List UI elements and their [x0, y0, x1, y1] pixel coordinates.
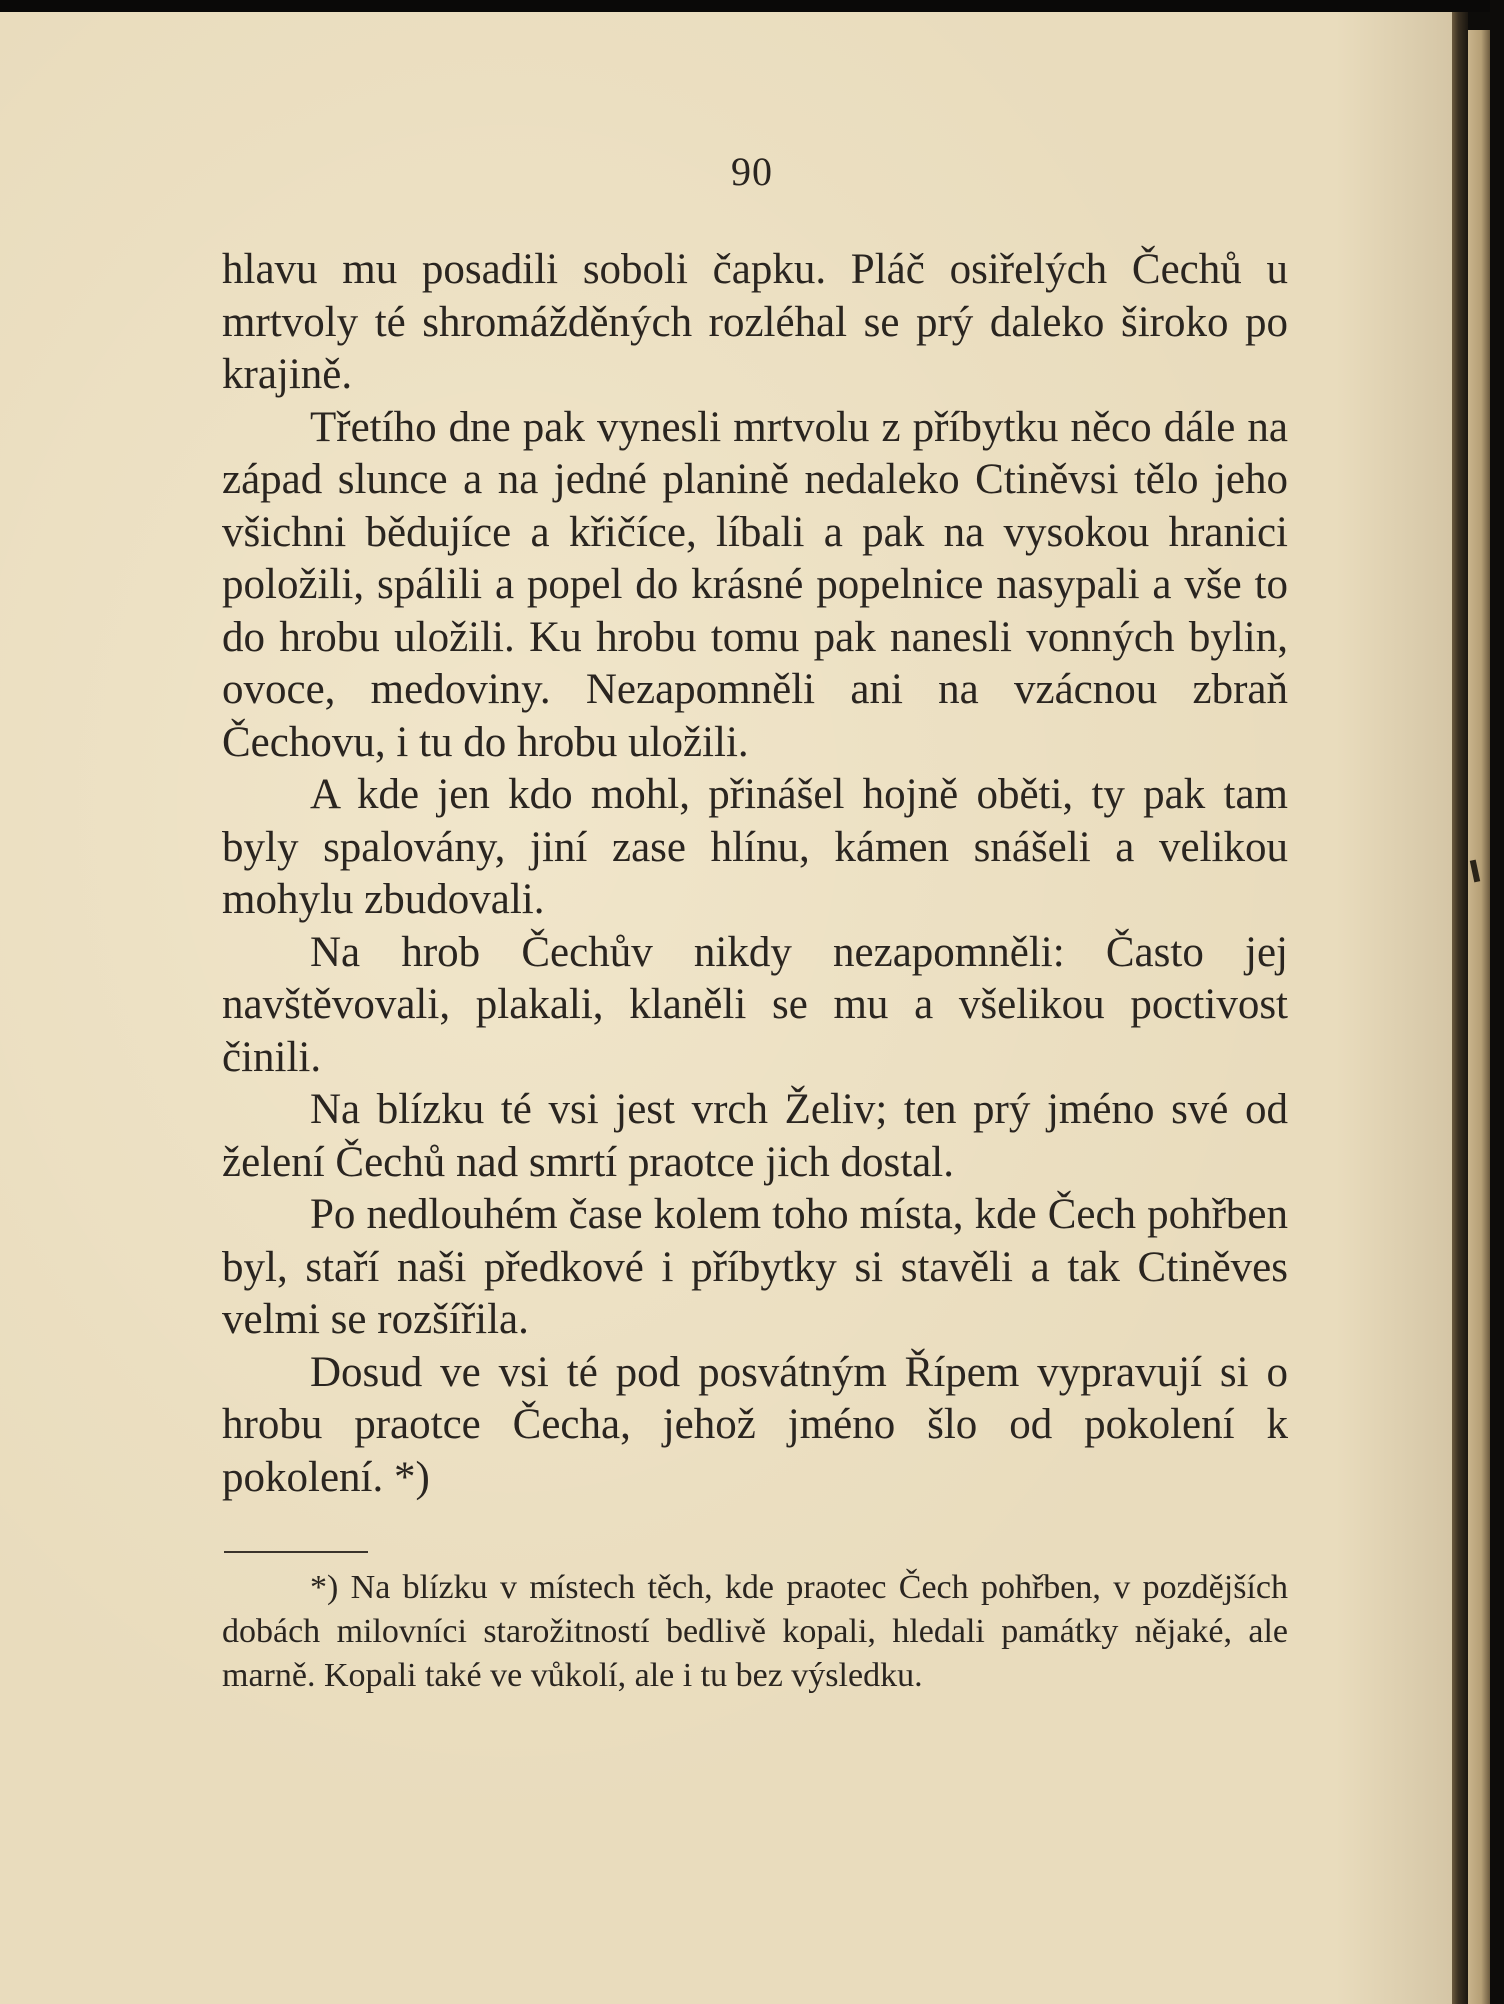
footnote-divider — [224, 1551, 368, 1553]
paragraph: Na hrob Čechův nikdy nezapomněli: Často jej navštěvovali, plakali, klaněli se mu a všelikou poctivost činili. — [222, 928, 1288, 1081]
adjacent-page-edge — [1468, 30, 1490, 2004]
paragraph: Na blízku té vsi jest vrch Želiv; ten prý jméno své od želení Čechů nad smrtí praotce jich dostal. — [222, 1086, 1288, 1186]
body-text — [222, 244, 1288, 1504]
paragraph: hlavu mu posadili soboli čapku. Pláč osiřelých Čechů u mrtvoly té shromážděných rozléhal se prý daleko široko po krajině. — [222, 246, 1288, 398]
paragraph: Po nedlouhém čase kolem toho místa, kde Čech pohřben byl, staří naši předkové i příbytky si stavěli a tak Ctiněves velmi se rozšířila. — [222, 1191, 1288, 1343]
scan-right-border — [1490, 0, 1504, 2004]
book-spine — [1452, 12, 1468, 2004]
page-number: 90 — [731, 149, 773, 194]
paragraph: Dosud ve vsi té pod posvátným Řípem vypravují si o hrobu praotce Čecha, jehož jméno šlo od pokolení k pokolení. *) — [222, 1348, 1288, 1501]
paragraph: A kde jen kdo mohl, přinášel hojně oběti, ty pak tam byly spalovány, jiní zase hlínu, kámen snášeli a velikou mohylu zbudovali. — [222, 771, 1288, 923]
paragraph: Třetího dne pak vynesli mrtvolu z příbytku něco dále na západ slunce a na jedné planině nedaleko Ctiněvsi tělo jeho všichni bědujíce a křičíce, líbali a pak na vysokou hranici položili, spálili a popel do krásné popelnice nasypali a vše to do hrobu uložili. Ku hrobu tomu pak nanesli vonných bylin, ovoce, medoviny. Nezapomněli ani na vzácnou zbraň Čechovu, i tu do hrobu uložili. — [222, 403, 1288, 766]
footnote: *) Na blízku v místech těch, kde praotec Čech pohřben, v pozdějších dobách milovníci starožitností bedlivě kopali, hledali památky nějaké, ale marně. Kopali také ve vůkolí, ale i tu bez výsledku. — [222, 1569, 1288, 1694]
scan-top-border — [0, 0, 1504, 12]
